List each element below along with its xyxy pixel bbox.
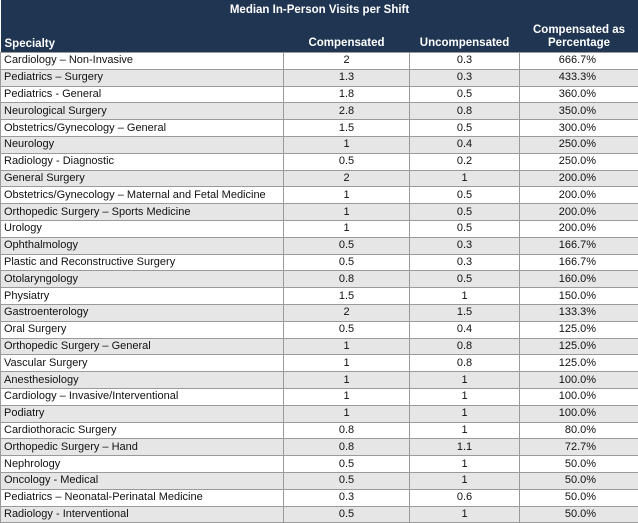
cell-percentage: 200.0% xyxy=(520,170,638,187)
table-row xyxy=(1,237,638,254)
cell-specialty: Physiatry xyxy=(1,288,284,305)
table-row xyxy=(1,355,638,372)
cell-specialty: Neurological Surgery xyxy=(1,103,284,120)
cell-percentage: 125.0% xyxy=(520,321,638,338)
cell-specialty: Orthopedic Surgery – General xyxy=(1,338,284,355)
cell-compensated: 2 xyxy=(284,53,410,70)
table-row xyxy=(1,204,638,221)
cell-uncompensated: 0.6 xyxy=(410,489,520,506)
table-row xyxy=(1,53,638,70)
cell-specialty: Orthopedic Surgery – Hand xyxy=(1,439,284,456)
cell-specialty: Vascular Surgery xyxy=(1,355,284,372)
cell-percentage: 150.0% xyxy=(520,288,638,305)
cell-compensated: 2.8 xyxy=(284,103,410,120)
cell-uncompensated: 1 xyxy=(410,456,520,473)
cell-uncompensated: 0.8 xyxy=(410,355,520,372)
cell-percentage: 50.0% xyxy=(520,489,638,506)
cell-percentage: 133.3% xyxy=(520,304,638,321)
cell-specialty: Ophthalmology xyxy=(1,237,284,254)
cell-compensated: 2 xyxy=(284,170,410,187)
cell-percentage: 80.0% xyxy=(520,422,638,439)
table-title: Median In-Person Visits per Shift xyxy=(1,0,638,19)
cell-uncompensated: 1.1 xyxy=(410,439,520,456)
cell-specialty: Pediatrics – Surgery xyxy=(1,69,284,86)
cell-specialty: Urology xyxy=(1,220,284,237)
cell-uncompensated: 0.3 xyxy=(410,254,520,271)
cell-specialty: Pediatrics – Neonatal-Perinatal Medicine xyxy=(1,489,284,506)
cell-uncompensated: 0.5 xyxy=(410,271,520,288)
cell-uncompensated: 0.3 xyxy=(410,237,520,254)
cell-percentage: 100.0% xyxy=(520,388,638,405)
table-row xyxy=(1,288,638,305)
cell-compensated: 0.5 xyxy=(284,472,410,489)
table-row xyxy=(1,271,638,288)
table-row xyxy=(1,254,638,271)
cell-uncompensated: 0.4 xyxy=(410,136,520,153)
table-row xyxy=(1,86,638,103)
cell-percentage: 300.0% xyxy=(520,120,638,137)
cell-percentage: 350.0% xyxy=(520,103,638,120)
cell-compensated: 1 xyxy=(284,136,410,153)
cell-specialty: Neurology xyxy=(1,136,284,153)
cell-uncompensated: 1 xyxy=(410,372,520,389)
cell-compensated: 0.5 xyxy=(284,237,410,254)
cell-specialty: Gastroenterology xyxy=(1,304,284,321)
header-uncompensated: Uncompensated xyxy=(410,19,520,53)
cell-compensated: 1 xyxy=(284,338,410,355)
table-row xyxy=(1,439,638,456)
cell-specialty: Otolaryngology xyxy=(1,271,284,288)
cell-specialty: Cardiology – Non-Invasive xyxy=(1,53,284,70)
cell-specialty: Radiology - Diagnostic xyxy=(1,153,284,170)
cell-percentage: 200.0% xyxy=(520,187,638,204)
cell-compensated: 1.3 xyxy=(284,69,410,86)
cell-compensated: 1 xyxy=(284,388,410,405)
cell-specialty: Cardiothoracic Surgery xyxy=(1,422,284,439)
cell-uncompensated: 1 xyxy=(410,422,520,439)
table-header-row xyxy=(1,19,638,53)
header-specialty: Specialty xyxy=(1,19,284,53)
cell-percentage: 50.0% xyxy=(520,506,638,523)
cell-compensated: 1.8 xyxy=(284,86,410,103)
cell-compensated: 1 xyxy=(284,372,410,389)
table-row xyxy=(1,506,638,523)
table-row xyxy=(1,321,638,338)
cell-specialty: General Surgery xyxy=(1,170,284,187)
cell-uncompensated: 1 xyxy=(410,472,520,489)
cell-uncompensated: 0.3 xyxy=(410,69,520,86)
cell-specialty: Cardiology – Invasive/Interventional xyxy=(1,388,284,405)
table-row xyxy=(1,69,638,86)
cell-uncompensated: 0.8 xyxy=(410,338,520,355)
cell-percentage: 125.0% xyxy=(520,355,638,372)
cell-uncompensated: 0.5 xyxy=(410,187,520,204)
table-row xyxy=(1,456,638,473)
cell-uncompensated: 1 xyxy=(410,388,520,405)
cell-compensated: 0.5 xyxy=(284,456,410,473)
cell-percentage: 250.0% xyxy=(520,136,638,153)
cell-uncompensated: 1 xyxy=(410,405,520,422)
table-row xyxy=(1,405,638,422)
table-row xyxy=(1,388,638,405)
table-row xyxy=(1,472,638,489)
table-row xyxy=(1,372,638,389)
cell-percentage: 666.7% xyxy=(520,53,638,70)
cell-percentage: 360.0% xyxy=(520,86,638,103)
table-row xyxy=(1,136,638,153)
table-row xyxy=(1,304,638,321)
cell-uncompensated: 0.5 xyxy=(410,86,520,103)
table-row xyxy=(1,170,638,187)
cell-specialty: Orthopedic Surgery – Sports Medicine xyxy=(1,204,284,221)
cell-specialty: Plastic and Reconstructive Surgery xyxy=(1,254,284,271)
cell-uncompensated: 1 xyxy=(410,506,520,523)
cell-uncompensated: 1 xyxy=(410,288,520,305)
cell-specialty: Pediatrics - General xyxy=(1,86,284,103)
table-row xyxy=(1,120,638,137)
table-row xyxy=(1,220,638,237)
cell-compensated: 0.5 xyxy=(284,506,410,523)
cell-specialty: Obstetrics/Gynecology – Maternal and Fetal Medicine xyxy=(1,187,284,204)
cell-percentage: 166.7% xyxy=(520,237,638,254)
cell-uncompensated: 0.4 xyxy=(410,321,520,338)
cell-percentage: 200.0% xyxy=(520,220,638,237)
cell-specialty: Radiology - Interventional xyxy=(1,506,284,523)
cell-compensated: 1.5 xyxy=(284,288,410,305)
cell-specialty: Oncology - Medical xyxy=(1,472,284,489)
cell-compensated: 0.8 xyxy=(284,271,410,288)
cell-uncompensated: 0.2 xyxy=(410,153,520,170)
table-body xyxy=(1,53,638,523)
cell-percentage: 166.7% xyxy=(520,254,638,271)
table-row xyxy=(1,187,638,204)
cell-specialty: Anesthesiology xyxy=(1,372,284,389)
cell-compensated: 1 xyxy=(284,405,410,422)
cell-percentage: 433.3% xyxy=(520,69,638,86)
table-row xyxy=(1,422,638,439)
cell-compensated: 2 xyxy=(284,304,410,321)
cell-compensated: 0.8 xyxy=(284,439,410,456)
table-row xyxy=(1,489,638,506)
cell-percentage: 160.0% xyxy=(520,271,638,288)
table-row xyxy=(1,338,638,355)
cell-percentage: 200.0% xyxy=(520,204,638,221)
cell-percentage: 72.7% xyxy=(520,439,638,456)
header-compensated: Compensated xyxy=(284,19,410,53)
cell-percentage: 100.0% xyxy=(520,405,638,422)
table-title-row xyxy=(1,0,638,19)
cell-compensated: 1 xyxy=(284,204,410,221)
cell-compensated: 0.5 xyxy=(284,321,410,338)
table-row xyxy=(1,153,638,170)
cell-compensated: 0.3 xyxy=(284,489,410,506)
cell-uncompensated: 0.5 xyxy=(410,204,520,221)
cell-uncompensated: 0.5 xyxy=(410,120,520,137)
header-compensated-percentage: Compensated as Percentage xyxy=(520,19,638,53)
cell-compensated: 0.8 xyxy=(284,422,410,439)
cell-compensated: 0.5 xyxy=(284,254,410,271)
cell-specialty: Podiatry xyxy=(1,405,284,422)
cell-specialty: Obstetrics/Gynecology – General xyxy=(1,120,284,137)
cell-percentage: 125.0% xyxy=(520,338,638,355)
cell-compensated: 1 xyxy=(284,187,410,204)
table-row xyxy=(1,103,638,120)
cell-specialty: Nephrology xyxy=(1,456,284,473)
cell-percentage: 50.0% xyxy=(520,456,638,473)
cell-percentage: 250.0% xyxy=(520,153,638,170)
cell-uncompensated: 0.8 xyxy=(410,103,520,120)
cell-uncompensated: 0.5 xyxy=(410,220,520,237)
cell-compensated: 1 xyxy=(284,355,410,372)
cell-uncompensated: 1 xyxy=(410,170,520,187)
cell-uncompensated: 1.5 xyxy=(410,304,520,321)
cell-compensated: 1 xyxy=(284,220,410,237)
cell-uncompensated: 0.3 xyxy=(410,53,520,70)
cell-compensated: 0.5 xyxy=(284,153,410,170)
cell-percentage: 100.0% xyxy=(520,372,638,389)
cell-specialty: Oral Surgery xyxy=(1,321,284,338)
cell-compensated: 1.5 xyxy=(284,120,410,137)
cell-percentage: 50.0% xyxy=(520,472,638,489)
